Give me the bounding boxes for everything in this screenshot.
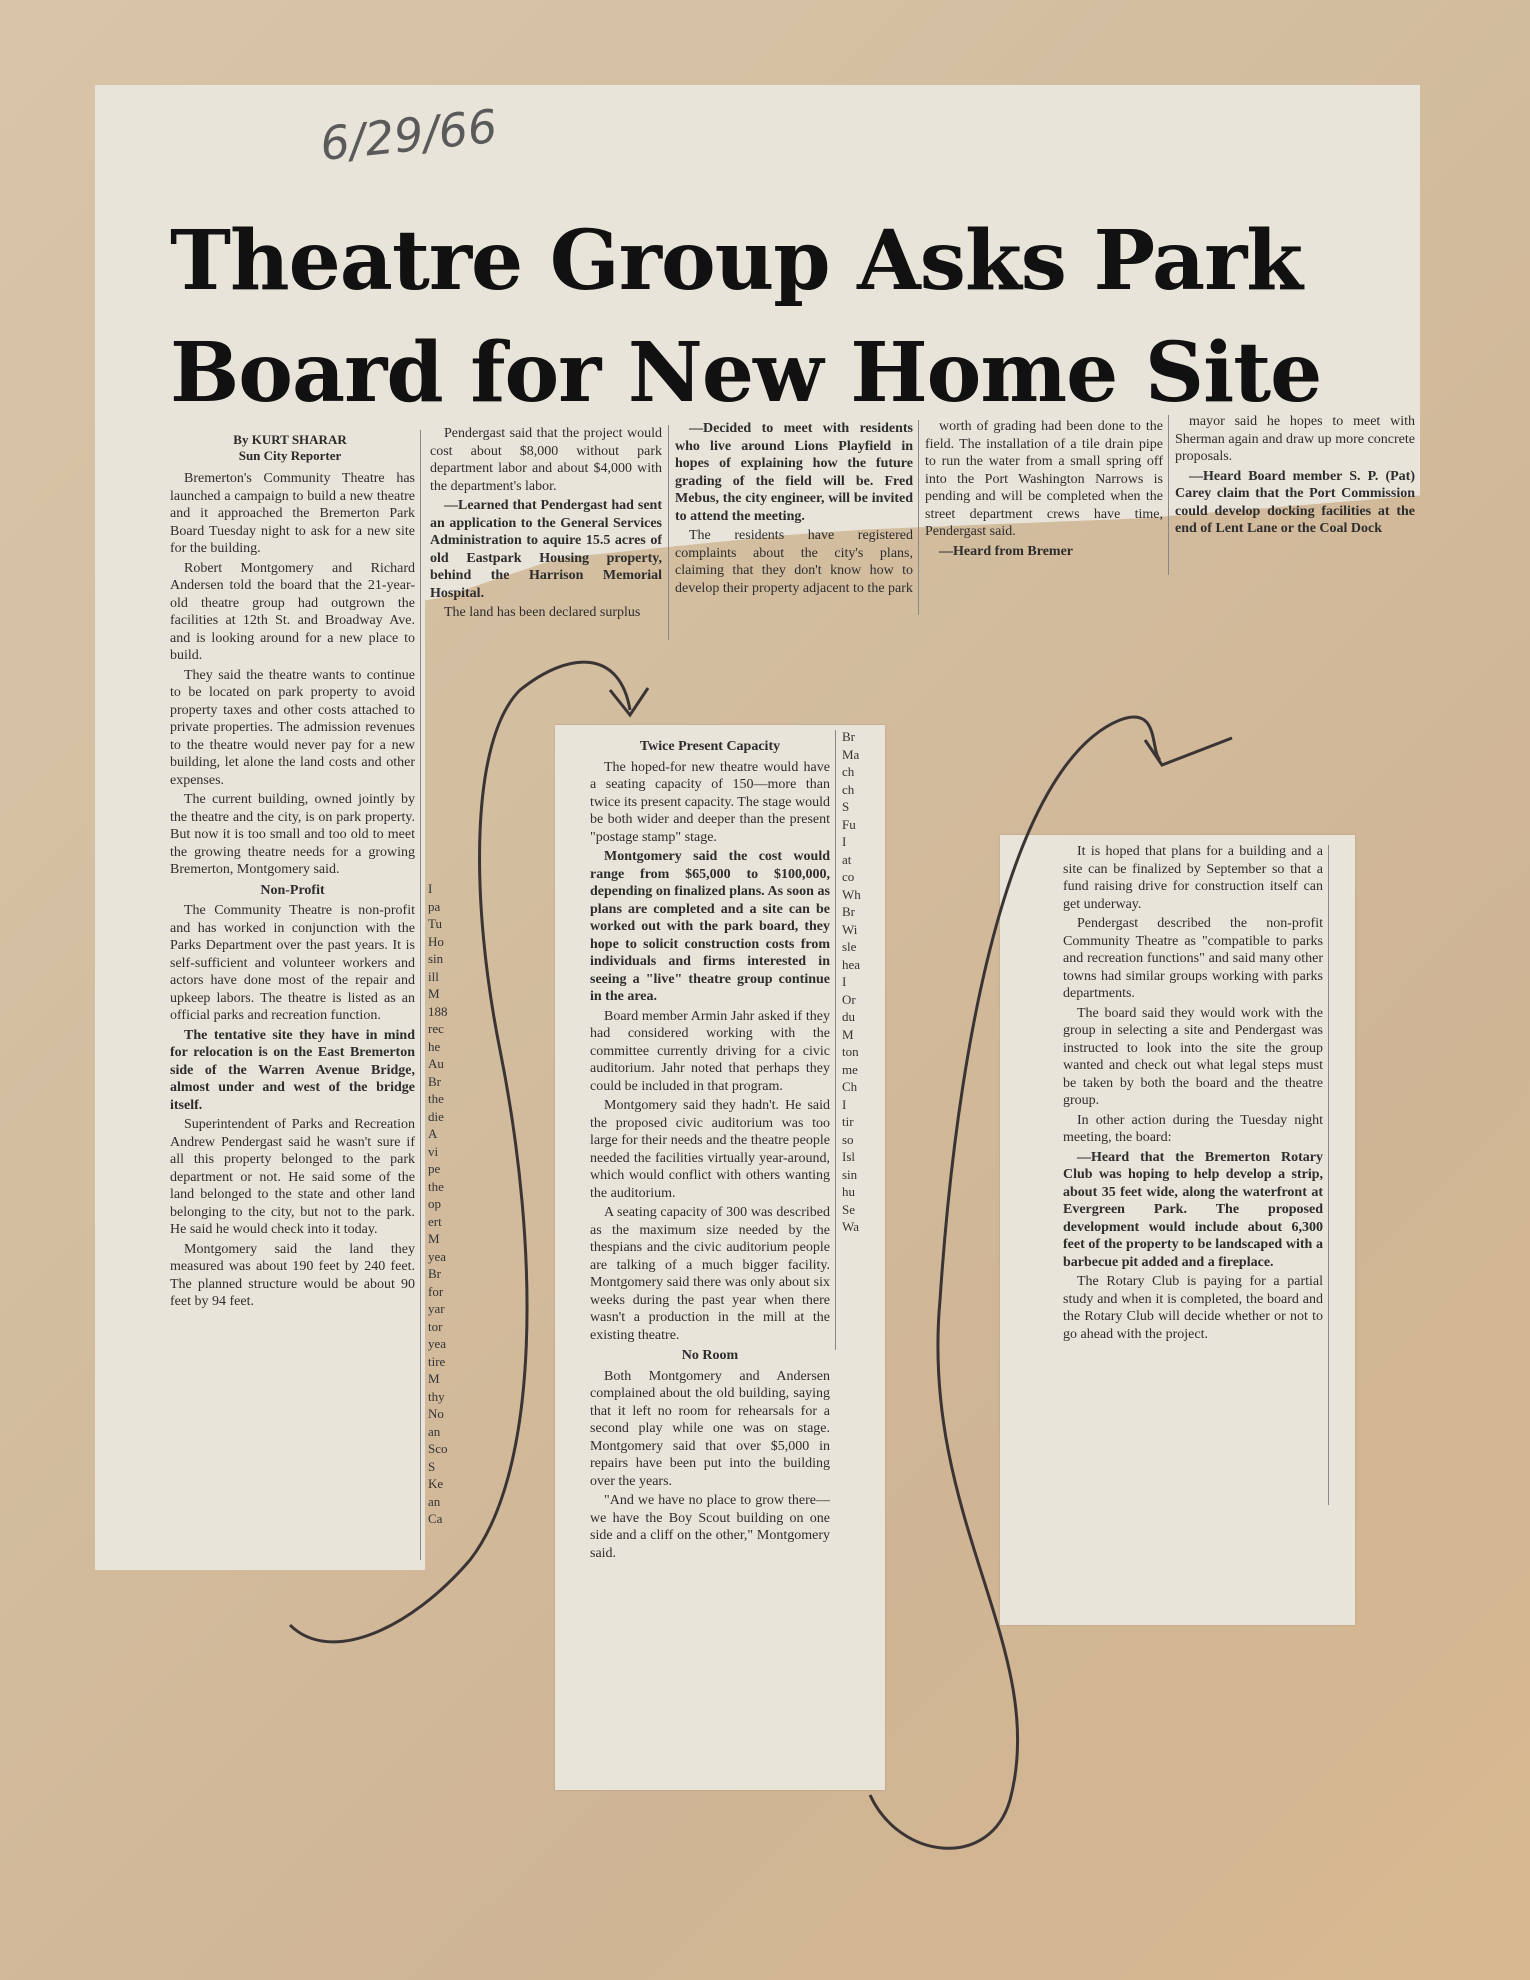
- subheading-twice-present-capacity: Twice Present Capacity: [639, 739, 781, 754]
- paragraph: The residents have registered complaints about the city's plans, claiming that they don't know how to develop their property adjacent to the park: [675, 528, 913, 596]
- byline-role: Sun City Reporter: [238, 448, 342, 463]
- paragraph: Board member Armin Jahr asked if they had considered working with the committee currently driving for a civic auditorium. Jahr noted that perhaps they could be included in that program.: [590, 1008, 830, 1094]
- paragraph: Robert Montgomery and Richard Andersen told the board that the 21-year-old theatre group had outgrown the facilities at 12th St. and Broadway Ave. and is looking around for a new place to build.: [170, 560, 415, 663]
- paragraph: —Decided to meet with residents who live around Lions Playfield in hopes of explaining how the future grading of the field will be. Fred Mebus, the city engineer, will be invited to attend the meeting.: [675, 421, 913, 524]
- paragraph: Pendergast said that the project would cost about $8,000 without park department labor and about $4,000 with the department's labor.: [430, 426, 662, 494]
- paragraph: The Rotary Club is paying for a partial study and when it is completed, the board and the Rotary Club will decide whether or not to go ahead with the project.: [1063, 1274, 1323, 1342]
- paragraph: —Learned that Pendergast had sent an application to the General Services Administration to aquire 15.5 acres of old Eastpark Housing property, behind the Harrison Memorial Hospital.: [430, 498, 662, 601]
- paragraph: A seating capacity of 300 was described as the maximum size needed by the thespians and the civic auditorium people are talking of a much bigger facility. Montgomery said there was only about six weeks during the past year when there wasn't a production in the mill at the existing theatre.: [590, 1205, 830, 1343]
- arrow-left-to-middle: [290, 662, 630, 1642]
- neighbor-article-fragment: Br Ma ch ch S Fu I at co Wh Br Wi sle hea I Or du M ton me Ch I tir so Isl sin hu Se Wa: [842, 729, 861, 1234]
- headline-line-1: Theatre Group Asks Park: [170, 213, 1303, 309]
- handwritten-date: 6/29/66: [317, 98, 500, 172]
- paragraph: worth of grading had been done to the field. The installation of a tile drain pipe to run the water from a small spring off into the Port Washington Narrows is pending and will be completed when the street department crews have time, Pendergast said.: [925, 419, 1163, 539]
- paragraph: The Community Theatre is non-profit and has worked in conjunction with the Parks Department over the past years. It is self-sufficient and volunteer workers and actors have done most of the repair and upkeep labors. The theatre is listed as an official parks and recreation function.: [170, 903, 415, 1023]
- paragraph: mayor said he hopes to meet with Sherman again and draw up more concrete proposals.: [1175, 414, 1415, 464]
- paragraph: The land has been declared surplus: [444, 605, 641, 620]
- paragraph: It is hoped that plans for a building and a site can be finalized by September so that a fund raising drive for construction itself can get underway.: [1063, 844, 1323, 912]
- paragraph: The board said they would work with the group in selecting a site and Pendergast was instructed to look into the site the group wanted and check out what legal steps must be taken by both the board and the theatre group.: [1063, 1005, 1323, 1108]
- subheading-non-profit: Non-Profit: [260, 882, 325, 898]
- paragraph: —Heard Board member S. P. (Pat) Carey claim that the Port Commission could develop docking facilities at the end of Lent Lane or the Coal Dock: [1175, 468, 1415, 536]
- paragraph: Montgomery said they hadn't. He said the proposed civic auditorium was too large for their needs and the theatre people needed the facilities virtually year-around, which would conflict with others wanting the auditorium.: [590, 1098, 830, 1201]
- paragraph: "And we have no place to grow there—we have the Boy Scout building on one side and a cliff on the other," Montgomery said.: [590, 1493, 830, 1561]
- paragraph: —Heard that the Bremerton Rotary Club was hoping to help develop a strip, about 35 feet wide, along the waterfront at Evergreen Park. The proposed development would include about 6,300 feet of the property to be landscaped with a barbecue pit added and a fireplace.: [1063, 1149, 1323, 1270]
- headline-line-2: Board for New Home Site: [170, 325, 1322, 421]
- paragraph: The hoped-for new theatre would have a seating capacity of 150—more than twice its present capacity. The stage would be both wider and deeper than the present "postage stamp" stage.: [590, 759, 830, 845]
- paragraph: —Heard from Bremer: [939, 543, 1073, 559]
- paragraph: In other action during the Tuesday night meeting, the board:: [1063, 1112, 1323, 1145]
- paragraph: Bremerton's Community Theatre has launched a campaign to build a new theatre and it approached the Bremerton Park Board Tuesday night to ask for a new site for the building.: [170, 471, 415, 556]
- paragraph: Both Montgomery and Andersen complained about the old building, saying that it left no room for rehearsals for a second play while one was on stage. Montgomery said that over $5,000 in repairs have been put into the building over the years.: [590, 1368, 830, 1489]
- subheading-no-room: No Room: [681, 1348, 739, 1363]
- paragraph: Montgomery said the land they measured was about 190 feet by 240 feet. The planned structure would be about 90 feet by 94 feet.: [170, 1241, 415, 1309]
- paragraph: Montgomery said the cost would range from $65,000 to $100,000, depending on finalized plans. As soon as plans are completed and a site can be worked out with the park board, they hope to solicit construction costs from individuals and firms interested in seeing a "live" theatre group continue in the area.: [590, 849, 830, 1004]
- arrow-middle-to-right: [870, 717, 1160, 1848]
- paragraph: They said the theatre wants to continue to be located on park property to avoid property taxes and other costs attached to private properties. The admission revenues to the theatre would never pay for a new building, let alone the land costs and other expenses.: [170, 667, 415, 788]
- neighbor-article-fragment: I pa Tu Ho sin ill M 188 rec he Au Br the die A vi pe the op ert M yea Br for yar tor yea tire M thy No an Sco S Ke an Ca: [428, 881, 448, 1526]
- byline-author: By KURT SHARAR: [233, 432, 347, 447]
- paragraph: Superintendent of Parks and Recreation Andrew Pendergast said he wasn't sure if all this property belonged to the park department or not. He said some of the land belonged to the state and other land belonging to the city, but not to the park. He said he would check into it today.: [170, 1117, 415, 1237]
- paragraph: The current building, owned jointly by the theatre and the city, is on park property. But now it is too small and too old to meet the growing theatre needs for a growing Bremerton, Montgomery said.: [170, 792, 415, 877]
- paragraph: The tentative site they have in mind for relocation is on the East Bremerton side of the Warren Avenue Bridge, almost under and west of the bridge itself.: [170, 1027, 415, 1113]
- arrow-head-right: [1145, 738, 1232, 765]
- paragraph: Pendergast described the non-profit Community Theatre as "compatible to parks and recreation functions" and said many other towns had similar groups working with parks departments.: [1063, 916, 1323, 1001]
